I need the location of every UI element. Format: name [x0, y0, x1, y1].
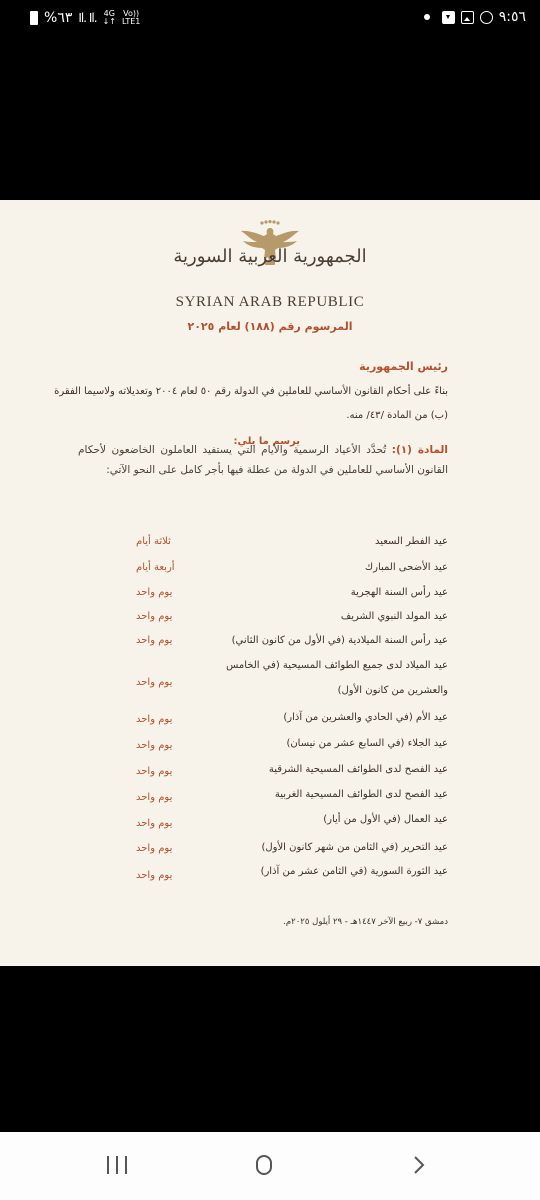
recents-icon-bar	[125, 1156, 127, 1174]
recents-icon-bar	[116, 1156, 118, 1174]
holiday-name: عيد رأس السنة الميلادية (في الأول من كانون الثاني)	[231, 635, 448, 646]
holiday-duration: يوم واحد	[136, 818, 173, 829]
basis-line-1: بناءً على أحكام القانون الأساسي للعاملين في الدولة رقم ٥٠ لعام ٢٠٠٤ وتعديلاته ولاسيما الفقرة	[54, 386, 448, 397]
status-bar	[0, 0, 540, 38]
holiday-name-continued: والعشرين من كانون الأول)	[337, 685, 448, 696]
article-label: المادة (١):	[391, 444, 448, 456]
network-type: 4G	[103, 9, 115, 18]
holiday-name: عيد العمال (في الأول من أيار)	[323, 814, 448, 825]
recents-button[interactable]	[107, 1156, 127, 1174]
whatsapp-icon	[480, 11, 493, 24]
president-heading: رئيس الجمهورية	[359, 360, 448, 373]
holiday-duration: يوم واحد	[136, 792, 173, 803]
holiday-name: عيد الفطر السعيد	[374, 536, 448, 547]
holiday-name: عيد الأضحى المبارك	[364, 562, 448, 573]
volte-indicator	[122, 10, 140, 26]
article-1	[78, 440, 448, 480]
battery-level: %٦٣	[44, 10, 73, 26]
decrees-heading: يرسم ما يلي:	[233, 436, 300, 447]
holiday-name: عيد الفصح لدى الطوائف المسيحية الغربية	[274, 789, 448, 800]
navigation-bar	[0, 1132, 540, 1200]
holiday-duration: يوم واحد	[136, 714, 173, 725]
data-arrows-icon: ↓↑	[102, 17, 116, 26]
gallery-icon	[461, 11, 474, 24]
status-right	[424, 9, 526, 25]
holiday-duration: يوم واحد	[136, 587, 173, 598]
holiday-name: عيد التحرير (في الثامن من شهر كانون الأول)	[261, 842, 448, 853]
decree-title: المرسوم رقم (١٨٨) لعام ٢٠٢٥	[187, 320, 353, 333]
holiday-name: عيد الثورة السورية (في الثامن عشر من آذار)	[260, 866, 448, 877]
volte-label: Vo))	[123, 9, 140, 18]
decree-document	[0, 200, 540, 966]
lte-label: LTE1	[121, 17, 141, 26]
holiday-duration: يوم واحد	[136, 611, 173, 622]
basis-line-2: (ب) من المادة /٤٣/ منه.	[346, 410, 448, 421]
holiday-duration: يوم واحد	[136, 766, 173, 777]
holiday-name: عيد الجلاء (في السابع عشر من نيسان)	[286, 738, 448, 749]
recents-icon	[107, 1156, 109, 1174]
download-icon	[442, 11, 455, 24]
holiday-duration: يوم واحد	[136, 635, 173, 646]
holiday-name: عيد الأم (في الحادي والعشرين من آذار)	[283, 712, 448, 723]
holiday-name: عيد الفصح لدى الطوائف المسيحية الشرقية	[268, 764, 448, 775]
org-name-arabic: الجمهورية العربية السورية	[173, 246, 367, 267]
holiday-name: عيد رأس السنة الهجرية	[350, 587, 448, 598]
holiday-duration: يوم واحد	[136, 677, 173, 688]
home-button[interactable]	[256, 1155, 272, 1175]
holiday-duration: أربعة أيام	[136, 562, 175, 573]
network-indicator	[103, 10, 116, 26]
holiday-duration: يوم واحد	[136, 870, 173, 881]
signature-date-line: دمشق ٧- ربيع الآخر ١٤٤٧هـ - ٢٩ أيلول ٢٠٢٥م.	[283, 917, 448, 927]
holiday-name: عيد المولد النبوي الشريف	[340, 611, 448, 622]
battery-icon	[30, 11, 38, 25]
article-text: تُحدَّد الأعياد الرسمية والأيام التي يستفيد العاملون الخاضعون لأحكام القانون الأساسي للعاملين في الدولة من عطلة فيها بأجر كامل على النحو الآتي:	[78, 444, 448, 476]
status-left	[30, 10, 140, 26]
holiday-duration: يوم واحد	[136, 843, 173, 854]
notification-dot-icon	[424, 14, 430, 20]
signal-icon: Il. Il.	[78, 11, 97, 25]
holiday-duration: يوم واحد	[136, 740, 173, 751]
back-button[interactable]	[411, 1156, 427, 1174]
holiday-name: عيد الميلاد لدى جميع الطوائف المسيحية (في الخامس	[226, 660, 448, 671]
clock: ٩:٥٦	[498, 9, 526, 25]
holiday-duration: ثلاثة أيام	[136, 536, 171, 547]
org-name-english: SYRIAN ARAB REPUBLIC	[175, 294, 365, 310]
